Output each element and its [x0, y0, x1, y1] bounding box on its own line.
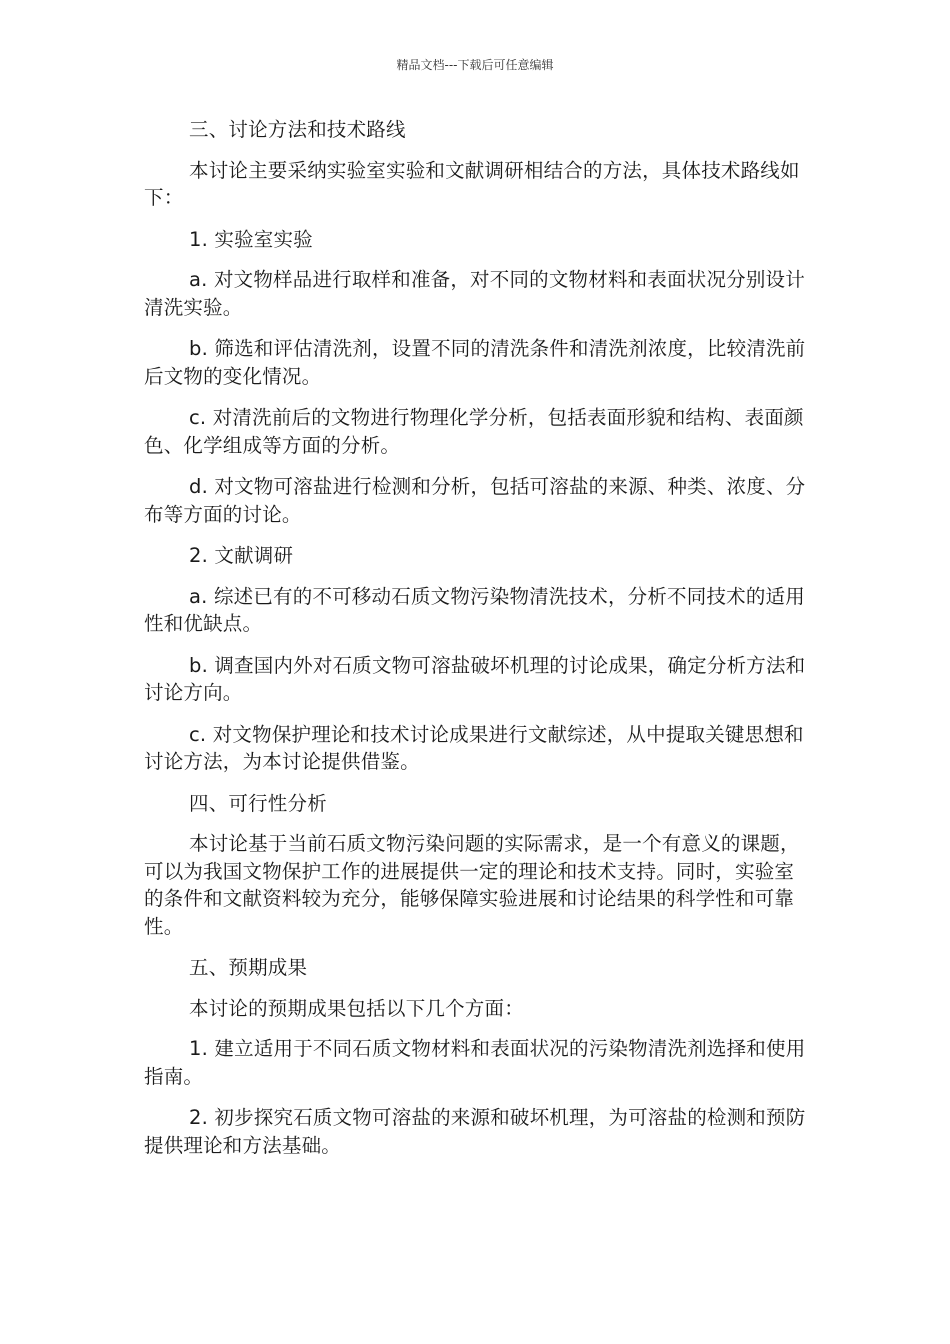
list-item-lit-a: a. 综述已有的不可移动石质文物污染物清洗技术，分析不同技术的适用性和优缺点。 — [144, 584, 805, 635]
subheading-literature-review: 2. 文献调研 — [189, 544, 294, 567]
list-item-lab-d: d. 对文物可溶盐进行检测和分析，包括可溶盐的来源、种类、浓度、分布等方面的讨论。 — [144, 475, 806, 526]
section-heading-feasibility: 四、可行性分析 — [189, 791, 327, 815]
section-heading-methods: 三、讨论方法和技术路线 — [189, 118, 406, 141]
paragraph-feasibility: 本讨论基于当前石质文物污染问题的实际需求，是一个有意义的课题，可以为我国文物保护工作的进展提供一定的理论和技术支持。同时，实验室的条件和文献资料较为充分，能够保障实验进展和讨论结果的科学性和可靠性。 — [144, 832, 800, 938]
list-item-result-1: 1. 建立适用于不同石质文物材料和表面状况的污染物清洗剂选择和使用指南。 — [144, 1037, 806, 1088]
page-header: 精品文档---下载后可任意编辑 — [396, 58, 554, 72]
section-heading-expected-results: 五、预期成果 — [189, 956, 308, 979]
paragraph-expected-intro: 本讨论的预期成果包括以下几个方面： — [189, 996, 524, 1020]
list-item-lit-c: c. 对文物保护理论和技术讨论成果进行文献综述，从中提取关键思想和讨论方法，为本讨论提供借鉴。 — [144, 722, 804, 773]
subheading-lab-experiment: 1. 实验室实验 — [189, 227, 313, 251]
list-item-lit-b: b. 调查国内外对石质文物可溶盐破坏机理的讨论成果，确定分析方法和讨论方向。 — [144, 653, 806, 704]
paragraph-methods-intro: 本讨论主要采纳实验室实验和文献调研相结合的方法，具体技术路线如下： — [144, 158, 800, 209]
document-body — [144, 116, 809, 1173]
list-item-lab-c: c. 对清洗前后的文物进行物理化学分析，包括表面形貌和结构、表面颜色、化学组成等方面的分析。 — [144, 406, 804, 457]
list-item-lab-a: a. 对文物样品进行取样和准备，对不同的文物材料和表面状况分别设计清洗实验。 — [144, 268, 805, 319]
list-item-lab-b: b. 筛选和评估清洗剂，设置不同的清洗条件和清洗剂浓度，比较清洗前后文物的变化情况。 — [144, 337, 806, 388]
list-item-result-2: 2. 初步探究石质文物可溶盐的来源和破坏机理，为可溶盐的检测和预防提供理论和方法基础。 — [144, 1106, 806, 1157]
